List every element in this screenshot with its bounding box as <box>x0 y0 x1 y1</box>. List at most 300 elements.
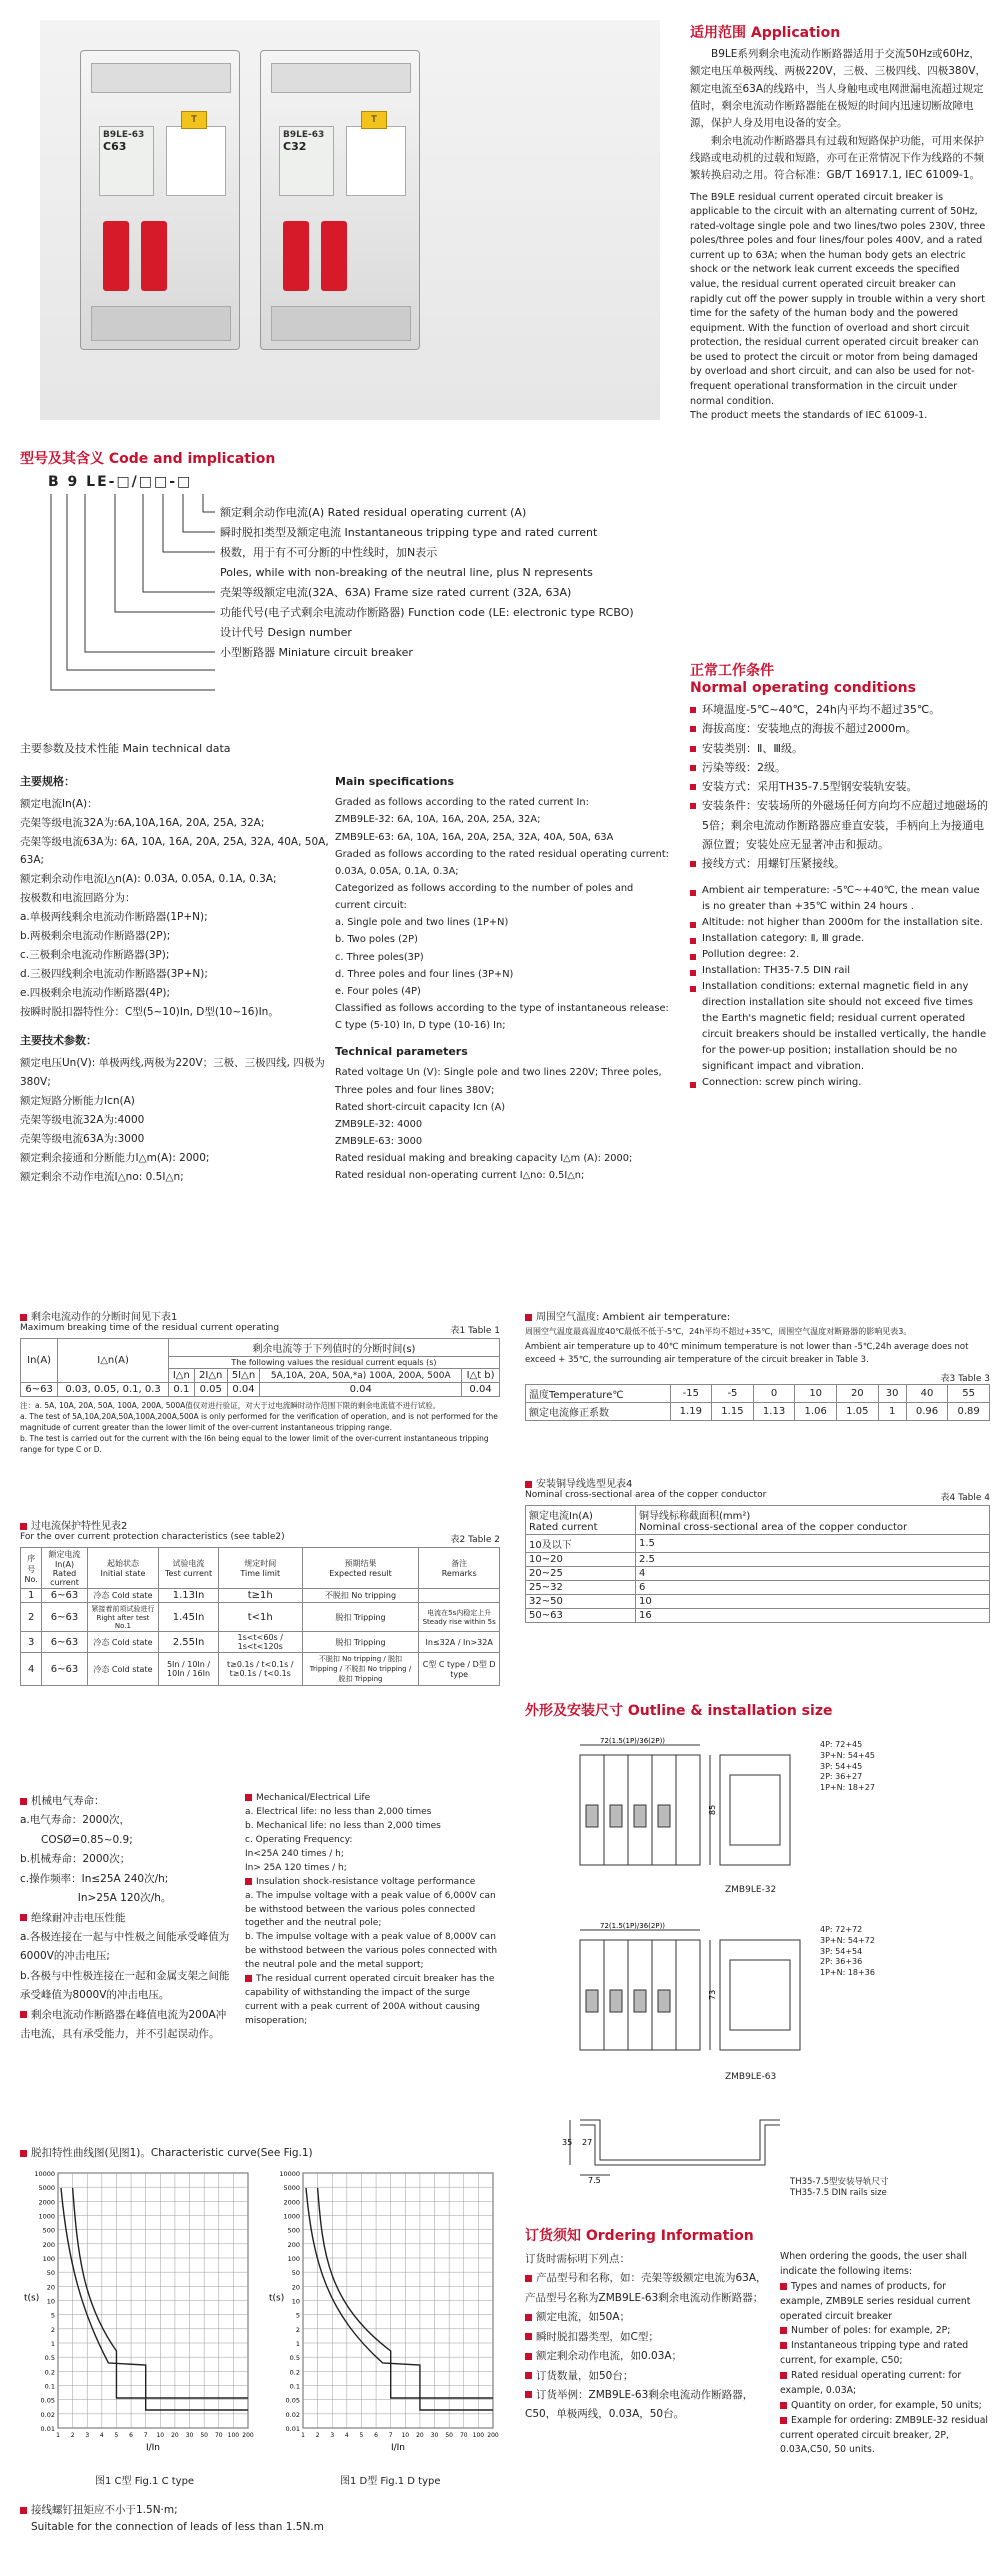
table3 <box>525 1384 990 1421</box>
t4-cell: 2.5 <box>636 1553 990 1567</box>
operating-en-item: Installation conditions: external magnetic field in any direction installation site should not exceed five times the Earth's magnetic field; residual current operated circuit breakers should be installed vertically, the handle for the power-up position; installation should be no significant impact and vibration. <box>690 979 990 1075</box>
t4-cell: 6 <box>636 1581 990 1595</box>
code-item: 极数，用于有不可分断的中性线时，加N表示 <box>220 546 438 559</box>
order-cn-item: 产品型号和名称，如：壳架等级额定电流为63A，产品型号名称为ZMB9LE-63剩余电流动作断路器； <box>525 2272 767 2304</box>
code-item: 设计代号 Design number <box>220 626 352 639</box>
curve-xtick: 6 <box>129 2432 133 2439</box>
curve-ytick: 0.2 <box>44 2368 55 2377</box>
curve-xtick: 70 <box>459 2432 468 2439</box>
outline-drawing-2 <box>560 1920 990 2095</box>
operating-cn-list <box>690 700 990 873</box>
curve-xtick: 4 <box>344 2432 349 2439</box>
handle-right-1 <box>283 221 309 291</box>
curve-xtick: 3 <box>85 2432 90 2439</box>
torque-cn: 接线螺钉扭矩应不小于1.5N·m; <box>31 2504 178 2516</box>
operating-title-en: Normal operating conditions <box>690 680 916 696</box>
curve-lower <box>61 2188 248 2410</box>
t4-cell: 16 <box>636 1609 990 1623</box>
table1-section <box>20 1308 500 1455</box>
operating-title-cn: 正常工作条件 <box>690 663 774 679</box>
t2-cell <box>419 1589 500 1603</box>
t4-cell: 32~50 <box>526 1595 636 1609</box>
mech-en-item: Mechanical/Electrical Life <box>245 1792 505 1806</box>
curve-ytick: 50 <box>46 2269 55 2278</box>
t2-cell: 脱扣 Tripping <box>302 1603 419 1632</box>
t3-temp: 55 <box>948 1384 990 1402</box>
curve-xtick: 3 <box>330 2432 335 2439</box>
t4-cell: 10~20 <box>526 1553 636 1567</box>
operating-en-item: Installation category: Ⅱ, Ⅲ grade. <box>690 931 990 947</box>
order-cn-item: 额定剩余动作电流，如0.03A； <box>525 2347 770 2366</box>
rating-label-left: C63 <box>103 140 127 153</box>
curve-ytick: 5 <box>50 2311 55 2320</box>
code-section <box>20 448 670 703</box>
breaker-left <box>80 50 240 350</box>
t4-cell: 20~25 <box>526 1567 636 1581</box>
operating-en-item: Installation: TH35-7.5 DIN rail <box>690 963 990 979</box>
t2-cell: 6~63 <box>42 1603 87 1632</box>
en-param-item: ZMB9LE-63: 3000 <box>335 1136 423 1148</box>
cn-spec-item: 额定剩余动作电流I△n(A): 0.03A, 0.05A, 0.1A, 0.3A; <box>20 873 277 886</box>
table1-h-in: In(A) <box>21 1339 58 1383</box>
t2-cell: 5In / 10In / 10In / 16In <box>159 1653 219 1686</box>
operating-cn-item: 安装条件：安装场所的外磁场任何方向均不应超过地磁场的5倍；剩余电流动作断路器应垂直安装，手柄向上为接通电源位置；安装处应无显著冲击和振动。 <box>690 796 990 854</box>
mech-en-item: b. Mechanical life: no less than 2,000 times <box>245 1820 441 1831</box>
t2-cell: In≤32A / In>32A <box>419 1632 500 1653</box>
ordering-title: 订货须知 Ordering Information <box>525 2228 754 2244</box>
t2-cell: 4 <box>21 1653 42 1686</box>
test-button-left: T <box>181 111 207 129</box>
curve-ylabel: t(s) <box>269 2293 285 2304</box>
curve-xtick: 4 <box>99 2432 104 2439</box>
t3-temp: 30 <box>878 1384 906 1402</box>
table1-col: 5A,10A, 20A, 50A,*a) 100A, 200A, 500A <box>260 1369 462 1383</box>
table1-cell: 0.04 <box>227 1383 260 1397</box>
curve-xtick: 5 <box>114 2432 119 2439</box>
curve-chart-c <box>20 2165 260 2465</box>
curve-ytick: 2000 <box>38 2198 55 2207</box>
curve-ytick: 100 <box>42 2255 55 2263</box>
curve-xtick: 100 <box>472 2432 485 2439</box>
t2-cell: 6~63 <box>42 1653 87 1686</box>
curve-xlabel: I/In <box>390 2443 406 2453</box>
t2-cell: t≥1h <box>218 1589 302 1603</box>
table1-cell: 0.03, 0.05, 0.1, 0.3 <box>58 1383 169 1397</box>
curve-xtick: 2 <box>315 2432 320 2439</box>
t2-h: 预期结果 <box>344 1559 377 1568</box>
table1-label: 表1 Table 1 <box>450 1326 500 1336</box>
table1-cell: 6~63 <box>21 1383 58 1397</box>
cn-param-item: 额定电压Un(V): 单极两线,两极为220V；三极、三极四线, 四极为380V; <box>20 1057 325 1089</box>
table1-col: 2I△n <box>194 1369 227 1383</box>
t2-cell: 冷态 Cold state <box>87 1653 158 1686</box>
rail-drawing <box>560 2105 990 2215</box>
rail-num: 35 <box>562 2138 573 2147</box>
table1-cell: 0.04 <box>462 1383 500 1397</box>
outline-dim-h2: 73 <box>708 1989 717 2000</box>
curve-ytick: 500 <box>287 2226 300 2235</box>
curve-ytick: 1 <box>50 2340 55 2348</box>
code-bracket-lines <box>45 492 225 702</box>
breaker-right <box>260 50 420 350</box>
code-item: 额定剩余动作电流(A) Rated residual operating current (A) <box>220 506 527 519</box>
t4-h: 额定电流In(A) <box>529 1511 593 1522</box>
curve-ytick: 200 <box>287 2240 300 2249</box>
t2-h: No. <box>24 1574 38 1584</box>
cn-spec-item: c.三极剩余电流动作断路器(3P); <box>20 948 170 961</box>
cn-spec-item: d.三极四线剩余电流动作断路器(3P+N); <box>20 967 208 980</box>
application-section <box>690 22 990 424</box>
handle-left-1 <box>103 221 129 291</box>
t2-cell: 6~63 <box>42 1632 87 1653</box>
curve-ytick: 0.01 <box>285 2425 300 2433</box>
en-param-item: Rated residual making and breaking capacity I△m (A): 2000; <box>335 1153 633 1165</box>
cn-param-item: 额定剩余不动作电流I△no: 0.5I△n; <box>20 1170 184 1183</box>
curve-ytick: 20 <box>291 2283 300 2292</box>
code-item: Poles, while with non-breaking of the neutral line, plus N represents <box>220 566 593 579</box>
ordering-cn <box>525 2250 770 2425</box>
code-item: 功能代号(电子式剩余电流动作断路器) Function code (LE: electronic type RCBO) <box>220 606 634 619</box>
t2-cell: 1 <box>21 1589 42 1603</box>
dims1: 4P: 72+45 <box>820 1740 863 1749</box>
dims1: 2P: 36+27 <box>820 1772 863 1782</box>
order-cn-item: 订货举例：ZMB9LE-63剩余电流动作断路器，C50，单极两线，0.03A，50台。 <box>525 2388 754 2421</box>
cn-spec-item: e.四极剩余电流动作断路器(4P); <box>20 986 171 999</box>
t2-cell: C型 C type / D型 D type <box>419 1653 500 1686</box>
t2-cell: 6~63 <box>42 1589 87 1603</box>
mech-cn-item: b.各极与中性极连接在一起和金属支架之间能承受峰值为8000V的冲击电压。 <box>20 1969 230 2002</box>
order-cn-item: 订货数量，如50台； <box>525 2367 770 2386</box>
table1-col: 5I△n <box>227 1369 260 1383</box>
t3-factor: 1.13 <box>753 1402 795 1420</box>
t2-cell: 冷态 Cold state <box>87 1589 158 1603</box>
curve-ytick: 0.5 <box>44 2354 55 2363</box>
t2-h: Expected result <box>329 1569 392 1578</box>
curve-xtick: 20 <box>171 2432 179 2439</box>
curve-xlabel: I/In <box>145 2443 161 2453</box>
cn-param-head: 主要技术参数： <box>20 1034 97 1048</box>
t2-cell: 2 <box>21 1603 42 1632</box>
operating-en-item: Ambient air temperature: -5℃~+40℃, the mean value is no greater than +35℃ within 24 hours . <box>690 883 990 915</box>
t4-cell: 10 <box>636 1595 990 1609</box>
mech-en <box>245 1792 505 2029</box>
t2-h: Time limit <box>240 1569 281 1578</box>
t3-factor: 1.15 <box>712 1402 754 1420</box>
dims1: 1P+N: 18+27 <box>820 1783 875 1793</box>
operating-cn-item: 海拔高度：安装地点的海拔不超过2000m。 <box>690 719 990 738</box>
main-tech-cn <box>20 766 330 1187</box>
cn-spec-head: 主要规格： <box>20 775 75 788</box>
table4 <box>525 1505 990 1623</box>
outline-svg-1 <box>560 1735 990 1885</box>
t3-temp: 40 <box>906 1384 948 1402</box>
en-spec-item: d. Three poles and four lines (3P+N) <box>335 968 514 980</box>
curve-ytick: 5 <box>295 2311 300 2320</box>
t2-h: 备注 <box>451 1559 468 1568</box>
t2-h: Remarks <box>441 1569 477 1578</box>
cn-spec-item: 额定电流In(A)： <box>20 797 98 810</box>
curve-ytick: 20 <box>46 2283 55 2292</box>
table1-note: 注：a. 5A, 10A, 20A, 50A, 100A, 200A, 500A值仅对进行验证，对大于过电流瞬时动作范围下限的剩余电流值不进行试验。 <box>20 1401 441 1410</box>
table2-section <box>20 1517 500 1686</box>
curve-xtick: 20 <box>416 2432 424 2439</box>
cn-spec-item: 按瞬时脱扣器特性分：C型(5~10)In, D型(10~16)In。 <box>20 1005 279 1018</box>
curve-ytick: 0.01 <box>40 2425 55 2433</box>
curve-ytick: 0.02 <box>40 2410 55 2419</box>
operating-cn-item: 污染等级：2级。 <box>690 758 990 777</box>
en-spec-item: c. Three poles(3P) <box>335 951 424 963</box>
table2-title-cn: 过电流保护特性见表2 <box>31 1521 128 1532</box>
t4-h: Nominal cross-sectional area of the copper conductor <box>639 1522 908 1533</box>
t2-cell: 2.55In <box>159 1632 219 1653</box>
mech-cn-item: In>25A 120次/h。 <box>77 1892 172 1905</box>
curve-xtick: 1 <box>56 2432 60 2439</box>
table2 <box>20 1547 500 1686</box>
mech-en-item: In> 25A 120 times / h; <box>245 1862 347 1873</box>
table1-h-group-cn: 剩余电流等于下列值时的分断时间(s) <box>168 1339 499 1357</box>
en-param-item: Rated short-circuit capacity Icn (A) <box>335 1101 506 1113</box>
table1-cell: 0.05 <box>194 1383 227 1397</box>
code-items <box>220 503 670 663</box>
mech-cn-item: 剩余电流动作断路器在峰值电流为200A冲击电流，具有承受能力，并不引起误动作。 <box>20 2008 227 2041</box>
order-en-item: Rated residual operating current: for example, 0.03A; <box>780 2370 962 2396</box>
en-param-item: ZMB9LE-32: 4000 <box>335 1118 423 1130</box>
fig2-caption: 图1 D型 Fig.1 D type <box>340 2476 441 2487</box>
cn-param-item: 壳架等级电流63A为:3000 <box>20 1132 145 1145</box>
operating-cn-item: 安装方式：采用TH35-7.5型钢安装轨安装。 <box>690 777 990 796</box>
t3-temp: -5 <box>712 1384 754 1402</box>
dims2: 4P: 72+72 <box>820 1925 863 1934</box>
en-param-head: Technical parameters <box>335 1045 468 1059</box>
t3-factor: 1.19 <box>670 1402 712 1420</box>
mech-en-item: In<25A 240 times / h; <box>245 1848 344 1859</box>
cn-spec-item: a.单极两线剩余电流动作断路器(1P+N); <box>20 911 208 924</box>
curve-ytick: 0.05 <box>40 2396 55 2405</box>
code-item: 瞬时脱扣类型及额定电流 Instantaneous tripping type and rated current <box>220 526 598 539</box>
operating-cn-item: 环境温度-5℃~40℃，24h内平均不超过35℃。 <box>690 700 990 719</box>
outline-title: 外形及安装尺寸 Outline & installation size <box>525 1703 833 1719</box>
code-item: 小型断路器 Miniature circuit breaker <box>220 646 413 659</box>
curve-xtick: 1 <box>301 2432 305 2439</box>
model2-label: ZMB9LE-63 <box>725 2072 777 2082</box>
t3-factor: 1 <box>878 1402 906 1420</box>
mech-cn-item: 机械电气寿命： <box>20 1792 235 1811</box>
mech-en-item: The residual current operated circuit breaker has the capability of withstanding the impact of the surge current with a peak current of 200A without causing misoperation; <box>245 1974 495 2026</box>
operating-cn-item: 安装类别：Ⅱ、Ⅲ级。 <box>690 739 990 758</box>
cn-param-item: 额定短路分断能力Icn(A) <box>20 1095 135 1108</box>
application-cn2: 剩余电流动作断路器具有过载和短路保护功能，可用来保护线路或电动机的过载和短路，亦可在正常情况下作为线路的不频繁转换启动之用。符合标准：GB/T 16917.1, IEC 61009-1。 <box>690 134 984 182</box>
model1-label: ZMB9LE-32 <box>725 1885 777 1895</box>
rail-label-cn: TH35-7.5型安装导轨尺寸 <box>790 2177 889 2187</box>
t2-h: 起始状态 <box>106 1559 139 1568</box>
outline-svg-2 <box>560 1920 990 2070</box>
table4-title-cn: 安装铜导线选型见表4 <box>536 1479 633 1490</box>
table4-title-en: Nominal cross-sectional area of the copper conductor <box>525 1490 767 1500</box>
t2-cell: 3 <box>21 1632 42 1653</box>
t3-head: 温度Temperature℃ <box>526 1384 671 1402</box>
t3-factor: 1.06 <box>795 1402 837 1420</box>
curve-ytick: 0.2 <box>289 2368 300 2377</box>
t2-cell: 脱扣 Tripping <box>302 1632 419 1653</box>
en-param-item: Rated voltage Un (V): Single pole and two lines 220V; Three poles, Three poles and four lines 380V; <box>335 1067 662 1096</box>
rail-num: 7.5 <box>588 2176 601 2185</box>
en-spec-item: a. Single pole and two lines (1P+N) <box>335 917 509 929</box>
cn-param-item: 额定剩余接通和分断能力I△m(A): 2000; <box>20 1151 210 1164</box>
order-en-item: When ordering the goods, the user shall indicate the following items: <box>780 2251 967 2277</box>
curve-ytick: 500 <box>42 2226 55 2235</box>
table1-cell: 0.1 <box>168 1383 194 1397</box>
mech-en-item: a. The impulse voltage with a peak value of 6,000V can be withstood between the various poles connected together and the neutral pole; <box>245 1890 496 1929</box>
en-param-item: Rated residual non-operating current I△no: 0.5I△n; <box>335 1170 585 1182</box>
code-item: 壳架等级额定电流(32A、63A) Frame size rated current (32A, 63A) <box>220 586 572 599</box>
mech-cn-item: b.机械寿命：2000次； <box>20 1853 131 1866</box>
t2-h: 试验电流 <box>172 1559 205 1568</box>
en-spec-item: Graded as follows according to the rated current In: <box>335 797 589 809</box>
dims1: 3P: 54+45 <box>820 1761 863 1771</box>
t3-temp: 20 <box>837 1384 879 1402</box>
model-label-right: B9LE-63 <box>283 130 325 140</box>
curve-ytick: 1 <box>295 2340 300 2348</box>
mech-en-item: b. The impulse voltage with a peak value of 8,000V can be withstood between the various poles connected with the neutral pole and the metal support; <box>245 1932 498 1971</box>
torque-note <box>20 2502 324 2536</box>
t3-factor: 1.05 <box>837 1402 879 1420</box>
curve-ytick: 2 <box>295 2325 300 2334</box>
curve-ytick: 50 <box>291 2269 300 2278</box>
t2-h: Test current <box>164 1569 213 1578</box>
table1-note: b. The test is carried out for the current with the I6n being equal to the lower limit of the over-current instantaneous tripping range for type C or D. <box>20 1433 489 1454</box>
t2-cell: 1s<t<60s / 1s<t<120s <box>218 1632 302 1653</box>
handle-right-2 <box>321 221 347 291</box>
t3-factor: 0.89 <box>948 1402 990 1420</box>
curve-ytick: 2000 <box>283 2198 300 2207</box>
curve-title: 脱扣特性曲线图(见图1)。Characteristic curve(See Fig.1) <box>20 2145 313 2160</box>
cn-spec-item: 壳架等级电流32A为:6A,10A,16A, 20A, 25A, 32A; <box>20 816 265 829</box>
t2-h: 规定时间 <box>244 1559 277 1568</box>
curve-xtick: 70 <box>214 2432 223 2439</box>
t4-cell: 25~32 <box>526 1581 636 1595</box>
table1-h-idn: I△n(A) <box>58 1339 169 1383</box>
order-en-item: Example for ordering: ZMB9LE-32 residual current operated circuit breaker, 2P, 0.03A,C50, 50 units. <box>780 2414 988 2456</box>
curve-ytick: 1000 <box>283 2212 300 2221</box>
outline-dim-h: 85 <box>708 1804 717 1815</box>
table2-title-en: For the over current protection characteristics (see table2) <box>20 1532 285 1542</box>
curve-ytick: 200 <box>42 2240 55 2249</box>
t3-temp: 10 <box>795 1384 837 1402</box>
curve-ytick: 10000 <box>279 2170 300 2178</box>
table1-title-cn: 剩余电流动作的分断时间见下表1 <box>31 1312 178 1323</box>
t3-temp: -15 <box>670 1384 712 1402</box>
table1 <box>20 1338 500 1397</box>
table1-h-group-en: The following values the residual current equals (s) <box>168 1357 499 1369</box>
curve-xtick: 2 <box>70 2432 75 2439</box>
curve-xtick: 30 <box>430 2432 439 2439</box>
en-spec-item: e. Four poles (4P) <box>335 985 421 997</box>
mech-cn-item: c.操作频率：In≤25A 240次/h; <box>20 1872 169 1885</box>
t2-cell: 1.13In <box>159 1589 219 1603</box>
outline-drawing-1 <box>560 1735 990 1905</box>
table4-label: 表4 Table 4 <box>940 1493 990 1503</box>
ordering-en <box>780 2250 990 2458</box>
table1-col: I△t b) <box>462 1369 500 1383</box>
operating-cn-item: 接线方式：用螺钉压紧接线。 <box>690 854 990 873</box>
table1-title-en: Maximum breaking time of the residual current operating <box>20 1323 280 1333</box>
t2-h: Rated current <box>50 1569 79 1587</box>
table1-col: I△n <box>168 1369 194 1383</box>
model-label-left: B9LE-63 <box>103 130 145 140</box>
t2-cell: t<1h <box>218 1603 302 1632</box>
en-spec-head: Main specifications <box>335 775 455 788</box>
curve-lower <box>306 2188 493 2410</box>
curve-ytick: 100 <box>287 2255 300 2263</box>
table2-label: 表2 Table 2 <box>450 1535 500 1545</box>
operating-en-list <box>690 883 990 1091</box>
temp-section <box>525 1308 990 1421</box>
curve-xtick: 10 <box>401 2432 410 2439</box>
product-photo <box>40 20 660 420</box>
en-spec-item: Categorized as follows according to the number of poles and current circuit: <box>335 882 634 912</box>
temp-cn: 周围空气温度最高温度40℃最低不低于-5℃，24h平均不超过+35℃，周围空气温度对断路器的影响见表3。 <box>525 1327 912 1336</box>
test-button-right: T <box>361 111 387 129</box>
curve-chart-d <box>265 2165 505 2465</box>
mech-en-item: Insulation shock-resistance voltage performance <box>245 1876 505 1890</box>
curve-ytick: 5000 <box>38 2184 55 2193</box>
t2-cell: 1.45In <box>159 1603 219 1632</box>
t4-h: 铜导线标称截面积(mm²) <box>639 1511 751 1522</box>
t4-h: Rated current <box>529 1522 598 1533</box>
curve-xtick: 200 <box>242 2432 254 2439</box>
t4-cell: 4 <box>636 1567 990 1581</box>
order-en-item: Quantity on order, for example, 50 units; <box>780 2399 990 2414</box>
cn-param-item: 壳架等级电流32A为:4000 <box>20 1113 145 1126</box>
application-cn: B9LE系列剩余电流动作断路器适用于交流50Hz或60Hz，额定电压单极两线、两极220V，三极、三极四线、四极380V，额定电流至63A的线路中，当人身触电或电网泄漏电流超过规定值时，剩余电流动作断路器能在极短的时间内迅速切断故障电源，保护人身及用电设备的安全。 <box>690 48 986 130</box>
dims2: 3P: 54+54 <box>820 1946 863 1956</box>
table3-label: 表3 Table 3 <box>940 1373 990 1384</box>
main-tech-en <box>335 766 670 1184</box>
curve-ytick: 10000 <box>34 2170 55 2178</box>
torque-en: Suitable for the connection of leads of less than 1.5N.m <box>31 2520 324 2533</box>
cn-spec-item: 按极数和电流回路分为： <box>20 892 136 905</box>
curve-ytick: 0.05 <box>285 2396 300 2405</box>
dims2: 2P: 36+36 <box>820 1957 863 1967</box>
t2-cell: 电流在5s内稳定上升 Steady rise within 5s <box>419 1603 500 1632</box>
curve-ytick: 0.1 <box>289 2382 300 2391</box>
mech-cn-item: a.各极连接在一起与中性极之间能承受峰值为6000V的冲击电压; <box>20 1930 230 1963</box>
cn-spec-item: 壳架等级电流63A为: 6A, 10A, 16A, 20A, 25A, 32A, 40A, 50A, 63A; <box>20 835 329 867</box>
operating-section <box>690 660 990 1091</box>
t2-h: Initial state <box>100 1569 146 1578</box>
temp-en: Ambient air temperature up to 40℃ minimum temperature is not lower than -5℃,24h average does not exceed + 35℃, the surrounding air temperature of the circuit breaker in Table 3. <box>525 1342 969 1365</box>
application-title: 适用范围 Application <box>690 25 841 41</box>
t4-cell: 50~63 <box>526 1609 636 1623</box>
en-spec-item: ZMB9LE-32: 6A, 10A, 16A, 20A, 25A, 32A; <box>335 814 541 826</box>
curve-xtick: 6 <box>374 2432 378 2439</box>
cn-spec-item: b.两极剩余电流动作断路器(2P); <box>20 930 171 943</box>
operating-en-item: Pollution degree: 2. <box>690 947 990 963</box>
t3-factor: 0.96 <box>906 1402 948 1420</box>
mech-en-item: c. Operating Frequency: <box>245 1834 353 1845</box>
fig1-caption: 图1 C型 Fig.1 C type <box>95 2476 195 2487</box>
t4-cell: 10及以下 <box>526 1535 636 1553</box>
outline-dim-top2: 72(1.5(1P)/36(2P)) <box>600 1922 666 1930</box>
curve-ytick: 0.1 <box>44 2382 55 2391</box>
dims1: 3P+N: 54+45 <box>820 1750 875 1760</box>
table1-cell: 0.04 <box>260 1383 462 1397</box>
table4-section <box>525 1475 990 1623</box>
handle-left-2 <box>141 221 167 291</box>
code-pattern: B 9 LE-□/□□-□ <box>48 474 193 490</box>
curve-ytick: 1000 <box>38 2212 55 2221</box>
t2-cell: 不脱扣 No tripping / 脱扣 Tripping / 不脱扣 No tripping / 脱扣 Tripping <box>302 1653 419 1686</box>
